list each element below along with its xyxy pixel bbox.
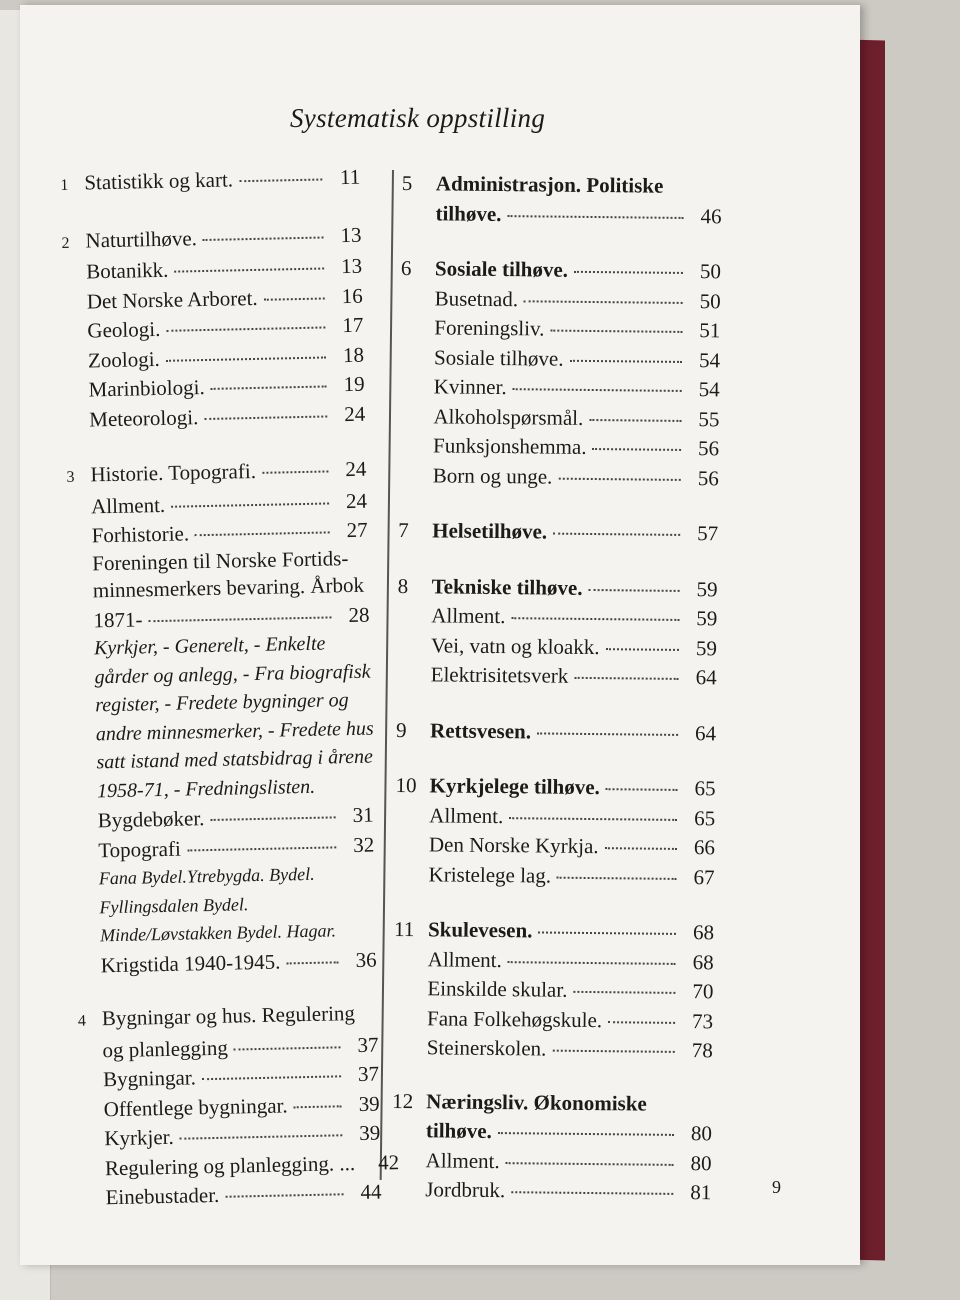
entry-page: 36 — [344, 946, 377, 974]
entry-page: 73 — [681, 1007, 713, 1035]
entry-title: Naturtilhøve. — [85, 225, 197, 255]
entry-page: 11 — [328, 164, 361, 192]
section-number: 12 — [392, 1087, 426, 1115]
entry-title: Kyrkjelege tilhøve. — [429, 772, 600, 801]
entry-page: 27 — [335, 517, 368, 545]
entry-note: satt istand med statsbidrag i årene — [72, 743, 373, 778]
leader-dots — [513, 368, 682, 392]
leader-dots — [225, 1173, 344, 1197]
toc-entry — [81, 1176, 382, 1212]
entry-title: Topografi — [98, 835, 181, 864]
entry-title: Bygningar og hus. Regulering — [102, 1000, 356, 1033]
entry-page: 65 — [683, 775, 715, 803]
leader-dots — [171, 482, 329, 507]
leader-dots — [506, 1142, 674, 1166]
leader-dots — [186, 826, 336, 851]
entry-title: Steinerskolen. — [427, 1034, 547, 1063]
entry-page: 50 — [688, 288, 720, 316]
toc-entry — [394, 858, 714, 891]
leader-dots — [239, 159, 323, 183]
entry-page: 24 — [335, 487, 368, 515]
entry-page: 18 — [332, 341, 365, 369]
toc-entry — [393, 1032, 713, 1065]
entry-title: Regulering og planlegging. ... — [105, 1150, 356, 1183]
entry-page: 39 — [348, 1120, 381, 1148]
entry-page: 28 — [337, 601, 370, 629]
entry-title: Sosiale tilhøve. — [435, 255, 568, 284]
entry-title: tilhøve. — [426, 1117, 492, 1145]
entry-page: 57 — [686, 520, 718, 548]
toc-entry — [76, 944, 377, 980]
entry-title: 1871- — [93, 606, 143, 635]
leader-dots — [570, 339, 683, 362]
leader-dots — [552, 1030, 675, 1053]
leader-dots — [573, 971, 675, 994]
toc-section — [397, 570, 718, 691]
entry-page: 56 — [687, 464, 719, 492]
toc-section — [401, 170, 722, 230]
entry-page: 24 — [333, 400, 366, 428]
section-number: 10 — [395, 772, 429, 800]
leader-dots — [195, 511, 330, 536]
leader-dots — [174, 247, 324, 272]
entry-page: 80 — [679, 1149, 711, 1177]
leader-dots — [166, 306, 326, 331]
section-number: 3 — [66, 463, 91, 491]
section-number: 9 — [396, 716, 430, 744]
leader-dots — [233, 1026, 340, 1050]
leader-dots — [509, 797, 677, 821]
leader-dots — [179, 1114, 342, 1139]
entry-page: 44 — [349, 1178, 382, 1206]
entry-title: Tekniske tilhøve. — [431, 573, 582, 602]
entry-title: Krigstida 1940-1945. — [100, 948, 280, 979]
leader-dots — [262, 450, 329, 473]
section-number: 11 — [394, 916, 428, 944]
leader-dots — [204, 395, 327, 420]
section-number: 6 — [401, 255, 435, 283]
leader-dots — [201, 1055, 341, 1080]
leader-dots — [293, 1085, 342, 1108]
leader-dots — [574, 657, 679, 680]
leader-dots — [550, 310, 682, 333]
entry-title: Zoologi. — [88, 345, 160, 374]
toc-section — [396, 714, 716, 747]
toc-section — [61, 219, 365, 434]
entry-title: Rettsvesen. — [430, 717, 531, 746]
entry-title: Det Norske Arboret. — [87, 284, 258, 315]
entry-page: 54 — [688, 347, 720, 375]
toc-entry — [60, 162, 361, 200]
entry-title: Marinbiologi. — [88, 374, 205, 404]
entry-note: Fyllingsdalen Bydel. — [75, 887, 376, 922]
leader-dots — [498, 1112, 674, 1136]
toc-section — [391, 1087, 712, 1206]
toc-section — [399, 253, 721, 492]
toc-section — [60, 162, 361, 200]
entry-page: 31 — [341, 802, 374, 830]
section-number: 7 — [398, 517, 432, 545]
entry-title: Allment. — [425, 1147, 499, 1175]
leader-dots — [511, 597, 679, 621]
entry-title: Geologi. — [87, 316, 160, 345]
toc-entry — [399, 459, 719, 492]
entry-page: 46 — [689, 203, 721, 231]
leader-dots — [210, 365, 326, 389]
entry-page: 68 — [682, 948, 714, 976]
entry-page: 54 — [688, 376, 720, 404]
entry-title: Historie. Topografi. — [90, 458, 256, 489]
leader-dots — [508, 941, 676, 965]
entry-title: Fana Folkehøgskule. — [427, 1005, 602, 1034]
entry-title: Botanikk. — [86, 257, 169, 286]
entry-continuation: Foreningen til Norske Fortids- — [68, 544, 369, 578]
toc-section — [393, 914, 715, 1065]
leader-dots — [589, 568, 680, 591]
page-number: 9 — [772, 1177, 781, 1198]
leader-dots — [606, 628, 680, 651]
page-title: Systematisk oppstilling — [290, 103, 545, 134]
leader-dots — [263, 277, 325, 300]
leader-dots — [574, 251, 683, 274]
entry-title: Jordbruk. — [425, 1176, 505, 1204]
entry-page: 42 — [367, 1149, 400, 1177]
entry-title: Allment. — [91, 491, 166, 520]
toc-section — [398, 515, 718, 548]
entry-page: 13 — [330, 253, 363, 281]
entry-title: Kristelege lag. — [428, 861, 551, 890]
entry-note: Fana Bydel.Ytrebygda. Bydel. — [75, 859, 376, 894]
entry-page: 66 — [683, 834, 715, 862]
entry-note: Kyrkjer, - Generelt, - Enkelte — [70, 629, 371, 664]
section-gap — [392, 1061, 712, 1090]
entry-page: 81 — [679, 1179, 711, 1207]
leader-dots — [605, 827, 678, 850]
entry-title: Bygningar. — [103, 1064, 196, 1093]
entry-title: Allment. — [429, 802, 503, 830]
section-number: 5 — [402, 170, 436, 198]
leader-dots — [507, 195, 683, 219]
entry-page: 32 — [342, 831, 375, 859]
entry-title: Sosiale tilhøve. — [434, 344, 564, 373]
leader-dots — [511, 1171, 673, 1195]
leader-dots — [557, 856, 677, 879]
leader-dots — [608, 1001, 675, 1024]
entry-page: 65 — [683, 804, 715, 832]
leader-dots — [538, 911, 676, 934]
toc-section — [394, 770, 715, 891]
leader-dots — [558, 457, 681, 480]
entry-title: Forhistorie. — [91, 520, 189, 550]
entry-title: Offentlege bygningar. — [103, 1092, 287, 1123]
entry-page: 70 — [681, 978, 713, 1006]
leader-dots — [202, 216, 323, 241]
entry-note: andre minnesmerker, - Fredete hus — [72, 714, 373, 749]
toc-entry — [65, 398, 366, 434]
entry-title: tilhøve. — [435, 200, 501, 228]
toc-left-column — [60, 162, 382, 1213]
entry-page: 59 — [685, 634, 717, 662]
entry-continuation: minnesmerkers bevaring. Årbok — [69, 572, 370, 606]
leader-dots — [606, 768, 678, 791]
leader-dots — [286, 941, 339, 964]
entry-page: 39 — [347, 1090, 380, 1118]
entry-title: Busetnad. — [435, 285, 519, 313]
entry-title: Statistikk og kart. — [84, 166, 233, 197]
entry-title: Allment. — [428, 946, 502, 974]
toc-entry — [398, 515, 718, 548]
leader-dots — [537, 712, 678, 735]
entry-page: 24 — [334, 456, 367, 484]
entry-title: Den Norske Kyrkja. — [429, 831, 599, 860]
entry-title: Foreningsliv. — [434, 314, 544, 343]
entry-title: og planlegging — [102, 1034, 228, 1064]
entry-title: Bygdebøker. — [97, 805, 204, 835]
entry-note: Minde/Løvstakken Bydel. Hagar. — [76, 916, 377, 951]
toc-entry — [396, 714, 716, 747]
entry-title: Funksjonshemma. — [433, 432, 587, 461]
section-number: 1 — [60, 171, 85, 199]
entry-note: register, - Fredete bygninger og — [71, 686, 372, 721]
entry-page: 50 — [689, 258, 721, 286]
entry-page: 13 — [329, 221, 362, 249]
entry-page: 37 — [346, 1031, 379, 1059]
entry-title: Alkoholspørsmål. — [433, 403, 583, 432]
leader-dots — [593, 428, 682, 451]
toc-entry — [397, 659, 717, 692]
entry-page: 55 — [687, 406, 719, 434]
entry-page: 19 — [332, 371, 365, 399]
leader-dots — [165, 336, 326, 361]
entry-title: Einskilde skular. — [427, 975, 567, 1004]
leader-dots — [589, 398, 681, 421]
entry-page: 59 — [685, 575, 717, 603]
entry-page: 51 — [688, 317, 720, 345]
toc-section — [78, 1000, 382, 1213]
entry-title: Vei, vatn og kloakk. — [431, 632, 600, 661]
toc-entry — [391, 1174, 711, 1207]
entry-note: 1958-71, - Fredningslisten. — [73, 771, 374, 806]
entry-title: Allment. — [431, 602, 505, 630]
entry-page: 64 — [684, 719, 716, 747]
entry-page: 16 — [330, 282, 363, 310]
section-number: 2 — [61, 229, 86, 257]
leader-dots — [553, 513, 680, 536]
entry-title: Administrasjon. Politiske — [436, 170, 664, 200]
entry-page: 78 — [681, 1037, 713, 1065]
entry-page: 67 — [682, 863, 714, 891]
section-number: 8 — [397, 572, 431, 600]
entry-title: Born og unge. — [433, 462, 553, 491]
toc-section — [66, 454, 377, 980]
entry-title: Skulevesen. — [428, 916, 533, 945]
entry-page: 80 — [680, 1120, 712, 1148]
section-number: 4 — [78, 1007, 103, 1035]
entry-page: 59 — [685, 605, 717, 633]
entry-title: Helsetilhøve. — [432, 517, 547, 546]
entry-title: Einebustader. — [105, 1182, 219, 1212]
leader-dots — [524, 280, 683, 304]
entry-note: gårder og anlegg, - Fra biografisk — [70, 657, 371, 692]
entry-page: 64 — [685, 664, 717, 692]
entry-page: 37 — [347, 1061, 380, 1089]
entry-page: 17 — [331, 312, 364, 340]
toc-right-column — [391, 170, 722, 1207]
toc-entry — [401, 197, 721, 230]
entry-page: 68 — [682, 919, 714, 947]
entry-page: 56 — [687, 435, 719, 463]
leader-dots — [210, 796, 336, 821]
entry-title: Kvinner. — [434, 373, 507, 401]
leader-dots — [148, 596, 331, 622]
entry-title: Meteorologi. — [89, 404, 199, 434]
entry-title: Elektrisitetsverk — [431, 661, 569, 690]
entry-title: Næringsliv. Økonomiske — [426, 1088, 647, 1118]
entry-title: Kyrkjer. — [104, 1124, 174, 1153]
